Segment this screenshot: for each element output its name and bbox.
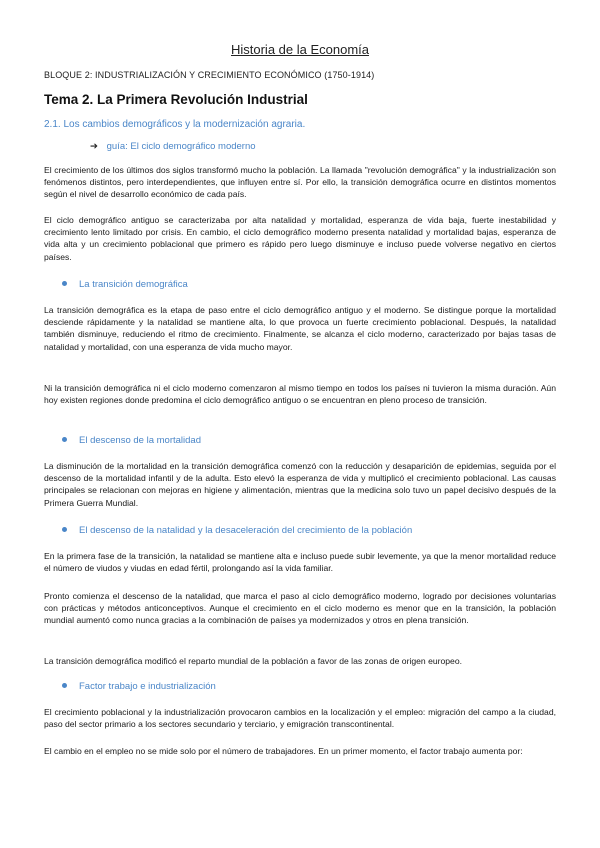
block-heading: BLOQUE 2: INDUSTRIALIZACIÓN Y CRECIMIENTO ECONÓMICO (1750-1914) [44, 70, 375, 80]
guide-line [90, 141, 256, 152]
arrow-icon: ➔ [90, 141, 98, 152]
paragraph: En la primera fase de la transición, la natalidad se mantiene alta e incluso puede subir levemente, ya que la menor mortalidad reduce el número de viudos y viudas en edad fértil, prolongando así la vida familiar. [44, 551, 556, 574]
paragraph: Ni la transición demográfica ni el ciclo moderno comenzaron al mismo tiempo en todos los países ni tuvieron la misma duración. Aún hoy existen regiones donde predomina el ciclo demográfico antiguo o se encuentran en pleno proceso de transición. [44, 383, 556, 406]
bullet-item [62, 279, 188, 290]
bullet-dot-icon [62, 437, 67, 442]
paragraph: La disminución de la mortalidad en la transición demográfica comenzó con la reducción y desaparición de epidemias, seguida por el descenso de la mortalidad infantil y de la adulta. Esto elevó la esperanza de vida y multiplicó el crecimiento poblacional. Las causas principales se relacionan con mejoras en higiene y alimentación, mientras que la medicina solo tuvo un papel decisivo después de la Primera Guerra Mundial. [44, 461, 556, 508]
bullet-label: Factor trabajo e industrialización [79, 681, 216, 692]
section-heading: 2.1. Los cambios demográficos y la modernización agraria. [44, 119, 306, 130]
paragraph: La transición demográfica modificó el reparto mundial de la población a favor de las zonas de origen europeo. [44, 656, 463, 666]
bullet-item [62, 681, 216, 692]
bullet-label: La transición demográfica [79, 279, 188, 290]
topic-heading: Tema 2. La Primera Revolución Industrial [44, 92, 308, 107]
paragraph: Pronto comienza el descenso de la natalidad, que marca el paso al ciclo demográfico moderno, logrado por decisiones voluntarias con prácticas y métodos anticonceptivos. Aunque el crecimiento en el ciclo moderno es menor que en la transición, la población mundial aumentó como nunca gracias a la combinación de países ya modernizados y otros en plena transición. [44, 591, 556, 626]
bullet-item [62, 525, 412, 536]
paragraph: El cambio en el empleo no se mide solo por el número de trabajadores. En un primer momento, el factor trabajo aumenta por: [44, 746, 523, 756]
paragraph: El ciclo demográfico antiguo se caracterizaba por alta natalidad y mortalidad, esperanza de vida baja, fuerte inestabilidad y crecimiento lento limitado por crisis. En cambio, el ciclo demográfico moderno presenta natalidad y mortalidad bajas, esperanza de vida alta y un crecimiento poblacional que primero es rápido pero luego disminuye e incluso puede volverse negativo en ciertos países. [44, 215, 556, 262]
paragraph: El crecimiento poblacional y la industrialización provocaron cambios en la localización y el empleo: migración del campo a la ciudad, paso del sector primario a los sectores secundario y terciario, y emigración transcontinental. [44, 707, 556, 730]
bullet-dot-icon [62, 281, 67, 286]
guide-label: guía: El ciclo demográfico moderno [106, 141, 256, 152]
bullet-dot-icon [62, 527, 67, 532]
paragraph: El crecimiento de los últimos dos siglos transformó mucho la población. La llamada "revolución demográfica" y la industrialización son fenómenos distintos, pero interdependientes, que influyen entre sí. Por ello, la transición demográfica ocurre en distintos momentos según el nivel de desarrollo económico de cada país. [44, 165, 556, 200]
bullet-label: El descenso de la natalidad y la desaceleración del crecimiento de la población [79, 525, 413, 536]
bullet-label: El descenso de la mortalidad [79, 435, 201, 446]
paragraph: La transición demográfica es la etapa de paso entre el ciclo demográfico antiguo y el moderno. Se distingue porque la mortalidad desciende rápidamente y la natalidad se mantiene alta, lo que provoca un fuerte crecimiento poblacional. Después, la natalidad también disminuye, reduciendo el ritmo de crecimiento. Finalmente, se alcanza el ciclo moderno, caracterizado por bajas tasas de natalidad y mortalidad, con una esperanza de vida mucho mayor. [44, 305, 556, 352]
document-title: Historia de la Economía [230, 42, 369, 57]
bullet-item [62, 435, 201, 446]
bullet-dot-icon [62, 683, 67, 688]
